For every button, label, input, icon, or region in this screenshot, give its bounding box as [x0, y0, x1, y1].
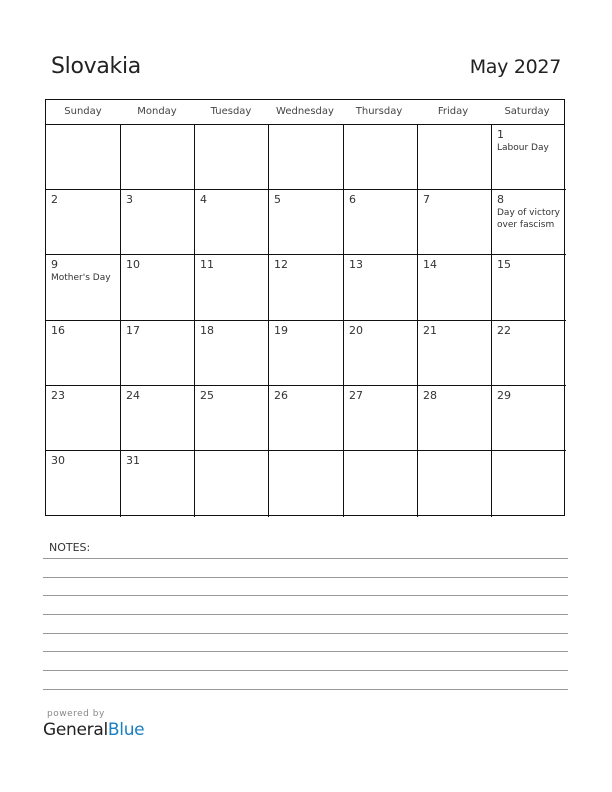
day-number: 5: [274, 193, 281, 206]
day-number: 28: [423, 389, 437, 402]
day-cell[interactable]: [195, 386, 269, 451]
notes-label: NOTES:: [49, 541, 91, 554]
day-number: 30: [51, 454, 65, 467]
day-number: 22: [497, 324, 511, 337]
day-number: 12: [274, 258, 288, 271]
country-title: Slovakia: [51, 54, 141, 79]
day-cell[interactable]: [46, 321, 121, 386]
day-number: 26: [274, 389, 288, 402]
weekday-monday: Monday: [137, 106, 177, 117]
day-number: 23: [51, 389, 65, 402]
holiday-label: Day of victory over fascism: [497, 208, 561, 230]
notes-line: [43, 689, 568, 690]
day-cell[interactable]: [46, 255, 121, 321]
day-cell[interactable]: [492, 321, 566, 386]
notes-line: [43, 577, 568, 578]
day-cell[interactable]: [195, 451, 269, 517]
day-number: 29: [497, 389, 511, 402]
brand-general: General: [43, 720, 108, 740]
calendar-grid: [45, 99, 565, 516]
day-cells: [46, 125, 564, 515]
holiday-label: Mother's Day: [51, 273, 111, 283]
day-cell[interactable]: [344, 321, 418, 386]
day-number: 20: [349, 324, 363, 337]
day-number: 13: [349, 258, 363, 271]
day-cell[interactable]: [492, 386, 566, 451]
day-cell[interactable]: [195, 321, 269, 386]
day-cell[interactable]: [418, 321, 492, 386]
day-number: 1: [497, 128, 504, 141]
notes-line: [43, 633, 568, 634]
day-cell[interactable]: [344, 125, 418, 190]
day-cell[interactable]: [195, 255, 269, 321]
day-cell[interactable]: [418, 451, 492, 517]
brand-logo: [43, 720, 144, 740]
day-number: 14: [423, 258, 437, 271]
day-cell[interactable]: [418, 190, 492, 255]
weekday-thursday: Thursday: [355, 106, 403, 117]
day-cell[interactable]: [121, 255, 195, 321]
powered-by-text: powered by: [47, 709, 105, 719]
day-number: 21: [423, 324, 437, 337]
notes-line: [43, 670, 568, 671]
day-cell[interactable]: [269, 386, 344, 451]
day-number: 6: [349, 193, 356, 206]
brand-blue: Blue: [107, 720, 145, 740]
day-cell[interactable]: [344, 386, 418, 451]
day-cell[interactable]: [195, 190, 269, 255]
day-cell[interactable]: [121, 386, 195, 451]
weekday-tuesday: Tuesday: [210, 106, 252, 117]
day-number: 24: [126, 389, 140, 402]
day-cell[interactable]: [418, 255, 492, 321]
day-cell[interactable]: [121, 321, 195, 386]
day-cell[interactable]: [269, 321, 344, 386]
day-cell[interactable]: [492, 125, 566, 190]
day-number: 9: [51, 258, 58, 271]
weekday-wednesday: Wednesday: [276, 106, 334, 117]
day-cell[interactable]: [344, 190, 418, 255]
day-number: 27: [349, 389, 363, 402]
day-number: 15: [497, 258, 511, 271]
day-cell[interactable]: [195, 125, 269, 190]
day-number: 8: [497, 193, 504, 206]
day-cell[interactable]: [121, 451, 195, 517]
day-number: 2: [51, 193, 58, 206]
day-number: 18: [200, 324, 214, 337]
day-cell[interactable]: [121, 190, 195, 255]
day-cell[interactable]: [344, 451, 418, 517]
day-cell[interactable]: [492, 255, 566, 321]
day-number: 25: [200, 389, 214, 402]
day-cell[interactable]: [492, 190, 566, 255]
day-number: 11: [200, 258, 214, 271]
notes-line: [43, 651, 568, 652]
day-number: 4: [200, 193, 207, 206]
month-year-title: May 2027: [469, 56, 561, 78]
day-cell[interactable]: [344, 255, 418, 321]
day-cell[interactable]: [418, 386, 492, 451]
weekday-saturday: Saturday: [504, 106, 550, 117]
holiday-label: Labour Day: [497, 143, 549, 153]
weekday-sunday: Sunday: [64, 106, 102, 117]
day-number: 19: [274, 324, 288, 337]
day-cell[interactable]: [46, 190, 121, 255]
day-number: 17: [126, 324, 140, 337]
notes-line: [43, 614, 568, 615]
day-cell[interactable]: [269, 190, 344, 255]
weekday-friday: Friday: [437, 106, 469, 117]
day-cell[interactable]: [269, 125, 344, 190]
day-number: 16: [51, 324, 65, 337]
day-number: 7: [423, 193, 430, 206]
day-cell[interactable]: [46, 386, 121, 451]
day-number: 31: [126, 454, 140, 467]
day-cell[interactable]: [269, 451, 344, 517]
day-cell[interactable]: [269, 255, 344, 321]
weekday-header-row: [46, 100, 564, 125]
day-number: 3: [126, 193, 133, 206]
day-cell[interactable]: [46, 125, 121, 190]
day-number: 10: [126, 258, 140, 271]
day-cell[interactable]: [492, 451, 566, 517]
day-cell[interactable]: [46, 451, 121, 517]
notes-line: [43, 595, 568, 596]
notes-line: [43, 558, 568, 559]
day-cell[interactable]: [418, 125, 492, 190]
day-cell[interactable]: [121, 125, 195, 190]
